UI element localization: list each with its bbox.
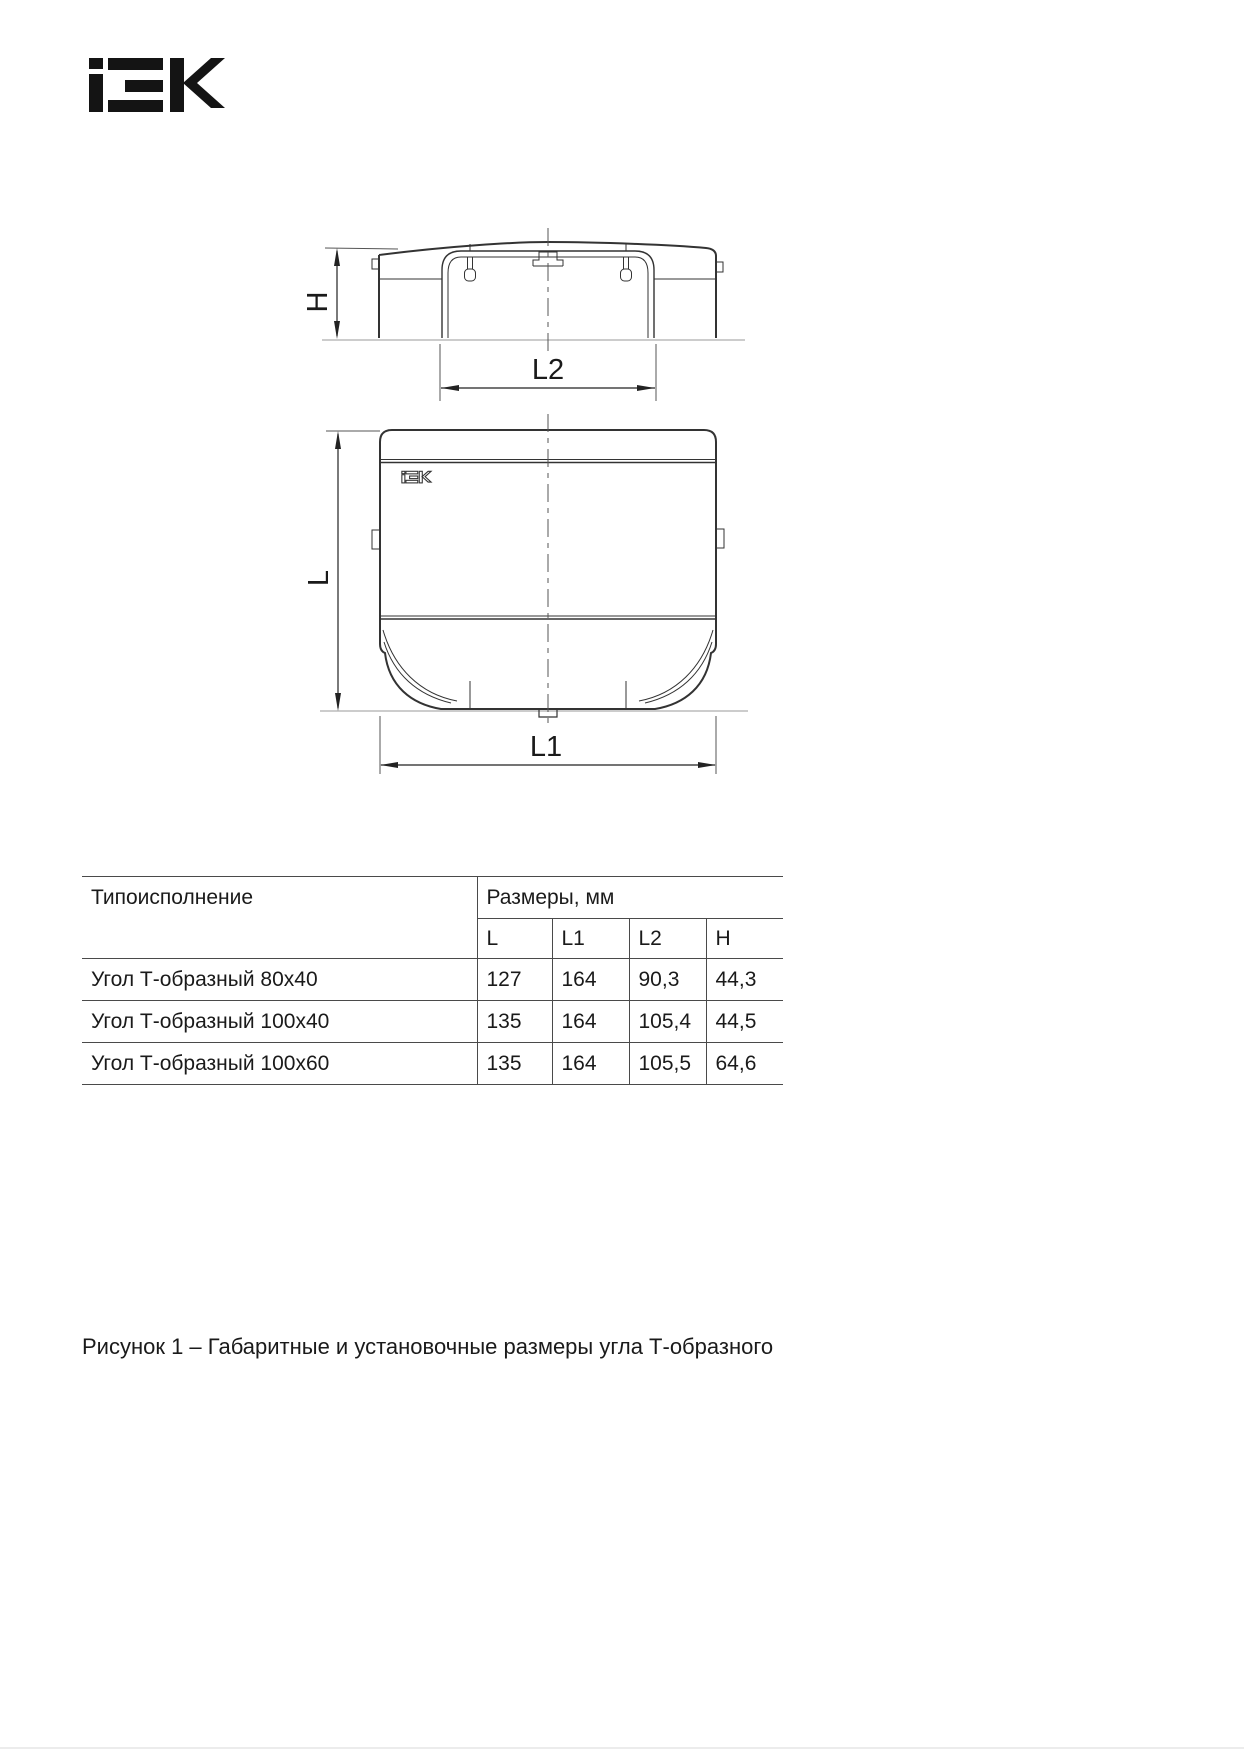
mini-iek-logo (402, 471, 431, 483)
cell-L1: 164 (552, 1043, 629, 1085)
iek-logo (89, 58, 225, 112)
cell-L2: 105,4 (629, 1001, 706, 1043)
column-header-L1: L1 (552, 919, 629, 959)
table-row (82, 1001, 783, 1043)
column-header-L2: L2 (629, 919, 706, 959)
dimension-H (302, 248, 340, 339)
logo-i-dot (89, 58, 103, 69)
dimension-L1-label: L1 (529, 731, 563, 763)
cell-L: 135 (477, 1043, 552, 1085)
dimension-L2-label: L2 (531, 354, 565, 386)
cell-type: Угол Т-образный 100x40 (82, 1001, 477, 1043)
dimension-L1 (380, 716, 716, 774)
logo-e-top (108, 58, 163, 70)
cell-L: 127 (477, 959, 552, 1001)
front-view-drawing (320, 414, 748, 728)
cell-H: 44,5 (706, 1001, 783, 1043)
cell-L: 135 (477, 1001, 552, 1043)
side-tab-right (716, 262, 723, 272)
dimension-L-label: L (303, 569, 335, 587)
figure-caption: Рисунок 1 – Габаритные и установочные размеры угла Т-образного (82, 1334, 774, 1359)
cell-H: 64,6 (706, 1043, 783, 1085)
column-header-type: Типоисполнение (82, 877, 477, 959)
table-row (82, 959, 783, 1001)
clip-right (621, 244, 632, 281)
column-header-dimensions: Размеры, мм (477, 877, 783, 919)
spec-table (82, 876, 783, 1085)
column-header-H: H (706, 919, 783, 959)
cell-type: Угол Т-образный 100x60 (82, 1043, 477, 1085)
dimension-H-label: H (302, 291, 334, 313)
cell-H: 44,3 (706, 959, 783, 1001)
dimension-L2 (440, 344, 656, 401)
spec-table-container (82, 876, 783, 1085)
table-row (82, 1043, 783, 1085)
cell-L1: 164 (552, 1001, 629, 1043)
logo-e-bottom (108, 100, 163, 112)
logo-i-stem (89, 74, 103, 112)
front-tab-left (372, 530, 380, 549)
logo-k-bar (170, 58, 184, 112)
logo-e-mid (125, 80, 163, 92)
cell-L1: 164 (552, 959, 629, 1001)
side-tab-left (372, 259, 379, 269)
front-tab-right (716, 529, 724, 548)
clip-left (465, 244, 476, 281)
column-header-L: L (477, 919, 552, 959)
cell-type: Угол Т-образный 80x40 (82, 959, 477, 1001)
side-view-drawing (322, 228, 745, 352)
cell-L2: 105,5 (629, 1043, 706, 1085)
dimension-L (303, 431, 341, 711)
logo-k-chevron (183, 58, 225, 108)
cell-L2: 90,3 (629, 959, 706, 1001)
